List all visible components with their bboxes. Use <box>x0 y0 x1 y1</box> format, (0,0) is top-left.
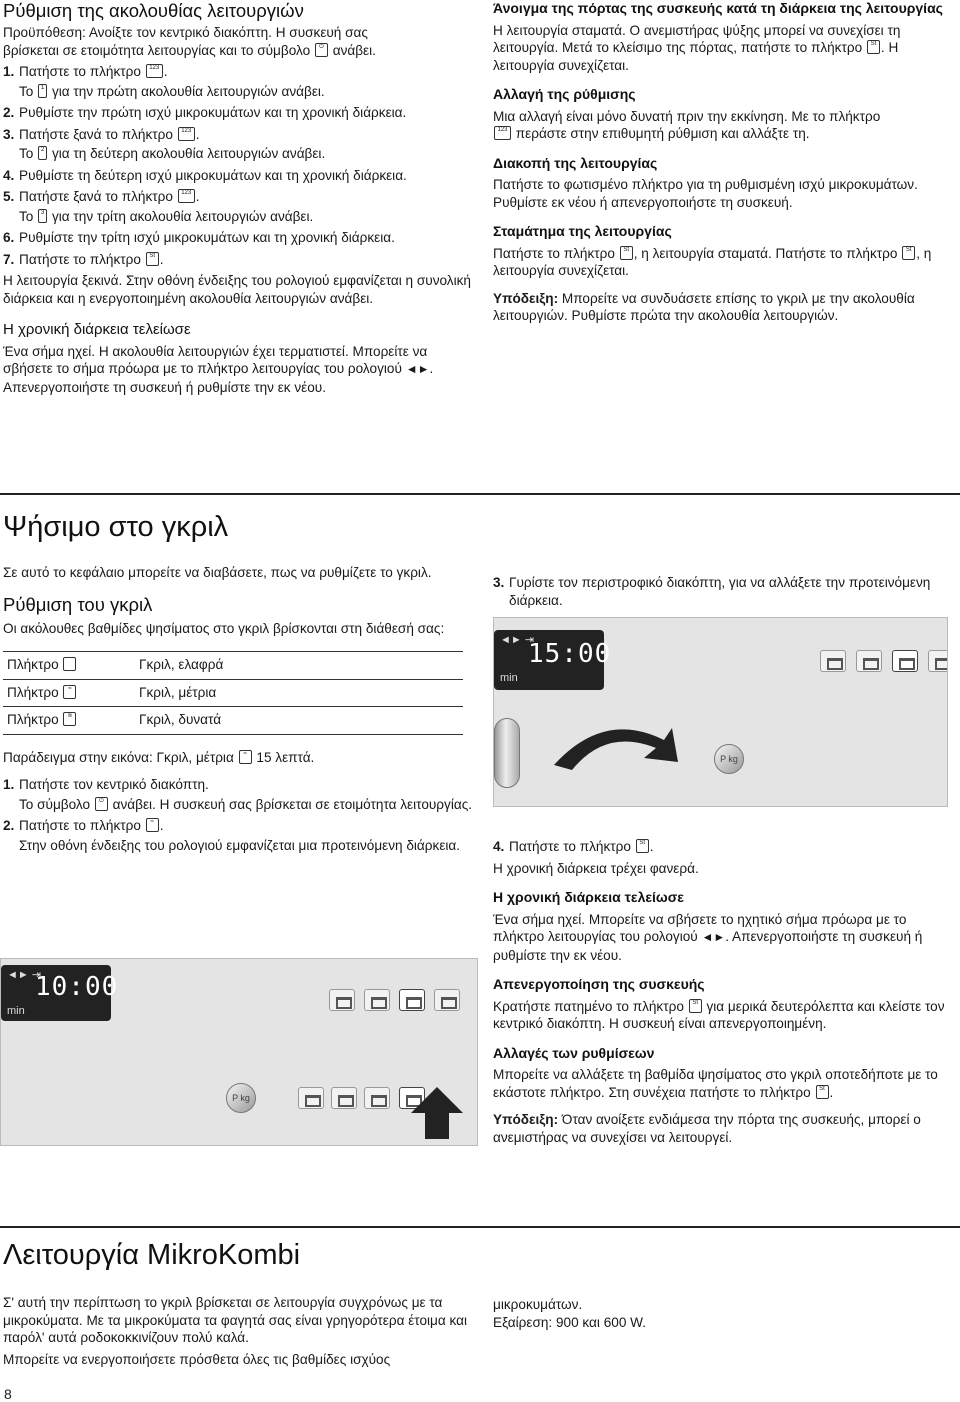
rotate-arrow-icon <box>544 710 684 770</box>
clock-arrows-icon: ◄► <box>701 930 726 944</box>
grill-levels-table <box>3 651 463 735</box>
grill-step-1: 1. Πατήστε τον κεντρικό διακόπτη. <box>3 777 209 792</box>
sequence-right-column: Άνοιγμα της πόρτας της συσκευής κατά τη διάρκεια της λειτουργίας Η λειτουργία σταματά. Ο ανεμιστήρας ψύξης μπορεί να συνεχίσει τη λειτουργία. Μετά το κλείσιμο της πόρτας, πατήστε το πλήκτρο St . Η λειτουργία συνεχίζεται. Αλλαγή της ρύθμισης Μια αλλαγή είναι μόνο δυνατή πριν την εκκίνηση. Με το πλήκτρο 123 περάστε στην επιθυμητή ρύθμιση και αλλάξτε τη. Διακοπή της λειτουργίας Πατήστε το φωτισμένο πλήκτρο για τη ρυθμισμένη ισχύ μικροκυμάτων. Ρυθμίστε εκ νέου ή απενεργοποιήστε τη συσκευή. Σταμάτημα της λειτουργίας Πατήστε το πλήκτρο St , η λειτουργία σταματά. Πατήστε το πλήκτρο St , η λειτουργία συνεχίζεται. Υπόδειξη: Μπορείτε να συνδυάσετε επίσης το γκριλ με την ακολουθία λειτουργιών. Ρυθμίστε πρώτα την ακολουθία λειτουργιών. <box>493 0 948 325</box>
section-divider <box>0 1226 960 1228</box>
sequence-section: Ρύθμιση της ακολουθίας λειτουργιών Προϋπόθεση: Ανοίξτε τον κεντρικό διακόπτη. Η συσκευή σας βρίσκεται σε ετοιμότητα λειτουργίας και το σύμβολο ⏻ ανάβει. 1. Πατήστε το πλήκτρο 123 . Το 1 για την πρώτη ακολουθία λειτουργιών ανάβει. 2. Ρυθμίστε την πρώτη ισχύ μικροκυμάτων και τη χρονική διάρκεια. 3. Πατήστε ξανά το πλήκτρο 123 . Το 2 για τη δεύτερη ακολουθία λειτουργιών ανάβει. 4. Ρυθμίστε τη δεύτερη ισχύ μικροκυμάτων και τη χρονική διάρκεια. 5. Πατήστε ξανά το πλήκτρο 123 . Το 3 για την τρίτη ακολουθία λειτουργιών ανάβει. 6. Ρυθμίστε την τρίτη ισχύ μικροκυμάτων και τη χρονική διάρκεια. 7. Πατήστε το πλήκτρο St . Η λειτουργία ξεκινά. Στην οθόνη ένδειξης του ρολογιού εμφανίζεται η συνολική διάρκεια και η ενεργοποιημένη ακολουθία λειτουργιών ανάβει. Η χρονική διάρκεια τελείωσε Ένα σήμα ηχεί. Η ακολουθία λειτουργιών έχει τερματιστεί. Μπορείτε να σβήσετε το σήμα πρόωρα με το πλήκτρο λειτουργίας του ρολογιού ◄►. Απενεργοποιήστε τη συσκευή ή ρυθμίστε την εκ νέου. <box>3 0 473 396</box>
grill-strong-key[interactable] <box>928 650 948 672</box>
grill-step-3: 3. Γυρίστε τον περιστροφικό διακόπτη, για να αλλάξετε την προτεινόμενη διάρκεια. <box>493 575 931 608</box>
step-1: 1. Πατήστε το πλήκτρο 123 . <box>3 64 168 79</box>
rotary-knob[interactable] <box>494 718 520 788</box>
grill-subtitle: Ρύθμιση του γκριλ <box>3 593 153 615</box>
section-divider <box>0 493 960 495</box>
sequence-1-icon: 1 <box>38 84 47 98</box>
mikrokombi-title: Λειτουργία MikroKombi <box>3 1239 301 1271</box>
page-number: 8 <box>4 1386 12 1402</box>
grill-light-key[interactable] <box>856 650 882 672</box>
sequence-2-icon: 2 <box>38 146 47 160</box>
grill-title: Ψήσιμο στο γκριλ <box>3 511 229 543</box>
sequence-3-icon: 3 <box>38 209 47 223</box>
grill-medium-key[interactable] <box>892 650 918 672</box>
off-title: Απενεργοποίηση της συσκευής <box>493 976 705 992</box>
grill-medium-key[interactable] <box>399 989 425 1011</box>
changes-title: Αλλαγές των ρυθμίσεων <box>493 1044 655 1061</box>
clock-icon: ◄► ⇥ <box>7 969 42 981</box>
start-stop-icon: St <box>620 246 633 260</box>
end-title: Η χρονική διάρκεια τελείωσε <box>3 321 191 338</box>
start-stop-icon: St <box>146 252 159 266</box>
mikrokombi-section: Λειτουργία MikroKombi Σ' αυτή την περίπτωση το γκριλ βρίσκεται σε λειτουργία συγχρόνως με τα μικροκύματα. Με τα μικροκύματα τα φαγητά σας είναι γρηγορότερα έτοιμα και παρόλ' αυτά ροδοκοκκινίζουν πολύ καλά. Μπορείτε να ενεργοποιήσετε πρόσθετα όλες τις βαθμίδες ισχύος <box>3 1238 473 1368</box>
power-icon: ⏻ <box>315 43 328 57</box>
power-icon: ⏻ <box>95 797 108 811</box>
clock-arrows-icon: ◄► <box>405 362 430 376</box>
grill-medium-icon: ≈ <box>63 685 76 699</box>
clock-display: ◄► ⇥ min 10:00 <box>1 965 111 1021</box>
section-title: Ρύθμιση της ακολουθίας λειτουργιών <box>3 0 304 21</box>
step-2: 2. Ρυθμίστε την πρώτη ισχύ μικροκυμάτων και τη χρονική διάρκεια. <box>3 105 407 120</box>
step-7: 7. Πατήστε το πλήκτρο St . <box>3 251 164 267</box>
table-row: Πλήκτρο ≋ Γκριλ, δυνατά <box>3 707 463 735</box>
door-title: Άνοιγμα της πόρτας της συσκευής κατά τη διάρκεια της λειτουργίας <box>493 0 943 16</box>
p-kg-button[interactable]: P kg <box>714 744 744 774</box>
tip-label: Υπόδειξη: <box>493 1112 559 1127</box>
table-row: Πλήκτρο ▔ Γκριλ, ελαφρά <box>3 652 463 680</box>
grill-medium-icon: ≈ <box>146 818 159 832</box>
grill-strong-icon: ≋ <box>63 712 76 726</box>
p-kg-button[interactable]: P kg <box>226 1083 256 1113</box>
tip-label: Υπόδειξη: <box>493 290 559 306</box>
cancel-title: Διακοπή της λειτουργίας <box>493 154 658 171</box>
grill-section: Ψήσιμο στο γκριλ Σε αυτό το κεφάλαιο μπορείτε να διαβάσετε, πως να ρυθμίζετε το γκριλ. Ρύθμιση του γκριλ Οι ακόλουθες βαθμίδες ψησίματος στο γκριλ βρίσκονται στη διάθεσή σας: Πλήκτρο ▔ Γκριλ, ελαφρά Πλήκτρο ≈ Γκριλ, μέτρια Πλήκτρο ≋ Γκριλ, δυνατά Παράδειγμα στην εικόνα: Γκριλ, μέτρια ≈ 15 λεπτά. 1. Πατήστε τον κεντρικό διακόπτη. Το σύμβολο ⏻ ανάβει. Η συσκευή σας βρίσκεται σε ετοιμότητα λειτουργίας. 2. Πατήστε το πλήκτρο ≈ . Στην οθόνη ένδειξης του ρολογιού εμφανίζεται μια προτεινόμενη διάρκεια. <box>3 511 473 853</box>
step-6: 6. Ρυθμίστε την τρίτη ισχύ μικροκυμάτων και τη χρονική διάρκεια. <box>3 230 395 245</box>
key-button[interactable] <box>364 1087 390 1109</box>
microwave-key[interactable] <box>820 650 846 672</box>
sequence-key-icon: 123 <box>146 64 163 78</box>
microwave-key[interactable] <box>329 989 355 1011</box>
sequence-key-icon: 123 <box>178 127 195 141</box>
start-stop-icon: St <box>816 1085 829 1099</box>
table-row: Πλήκτρο ≈ Γκριλ, μέτρια <box>3 679 463 707</box>
sequence-key-icon: 123 <box>178 189 195 203</box>
grill-light-key[interactable] <box>364 989 390 1011</box>
key-button[interactable] <box>331 1087 357 1109</box>
step-5: 5. Πατήστε ξανά το πλήκτρο 123 . <box>3 189 200 204</box>
change-title: Αλλαγή της ρύθμισης <box>493 86 636 102</box>
grill-right-column-lower: 4. Πατήστε το πλήκτρο St . Η χρονική διάρκεια τρέχει φανερά. Η χρονική διάρκεια τελείωσε Ένα σήμα ηχεί. Μπορείτε να σβήσετε το ηχητικό σήμα πρόωρα με το πλήκτρο λειτουργίας του ρολογιού ◄►. Απενεργοποιήστε τη συσκευή ή ρυθμίστε την εκ νέου. Απενεργοποίηση της συσκευής Κρατήστε πατημένο το πλήκτρο St για μερικά δευτερόλεπτα και κλείστε τον κεντρικό διακόπτη. Η συσκευή είναι απενεργοποιημένη. Αλλαγές των ρυθμίσεων Μπορείτε να αλλάξετε τη βαθμίδα ψησίματος στο γκριλ οποτεδήποτε με το εκάστοτε πλήκτρο. Στη συνέχεια πατήστε το πλήκτρο St . Υπόδειξη: Όταν ανοίξετε ενδιάμεσα την πόρτα της συσκευής, μπορεί ο ανεμιστήρας να συνεχίσει να λειτουργεί. <box>493 834 948 1146</box>
step-3: 3. Πατήστε ξανά το πλήκτρο 123 . <box>3 126 200 142</box>
start-stop-icon: St <box>636 839 649 853</box>
press-arrow-icon <box>411 1087 463 1139</box>
grill-right-column <box>493 570 948 609</box>
sequence-key-icon: 123 <box>494 126 511 140</box>
grill-medium-icon: ≈ <box>239 750 252 764</box>
start-stop-icon: St <box>902 246 915 260</box>
clock-display: ◄► ⇥ min 15:00 <box>494 630 604 690</box>
control-panel-illustration <box>0 958 478 1146</box>
clock-icon: ◄► ⇥ <box>500 634 535 646</box>
grill-step-4: 4. Πατήστε το πλήκτρο St . <box>493 839 654 854</box>
step-4: 4. Ρυθμίστε τη δεύτερη ισχύ μικροκυμάτων και τη χρονική διάρκεια. <box>3 167 407 183</box>
grill-end-title: Η χρονική διάρκεια τελείωσε <box>493 889 684 905</box>
grill-strong-key[interactable] <box>434 989 460 1011</box>
grill-light-icon: ▔ <box>63 657 76 671</box>
stop-title: Σταμάτημα της λειτουργίας <box>493 223 672 239</box>
mikrokombi-right: μικροκυμάτων. Εξαίρεση: 900 και 600 W. <box>493 1297 647 1330</box>
grill-step-2: 2. Πατήστε το πλήκτρο ≈ . <box>3 818 164 833</box>
control-panel-illustration <box>493 617 948 807</box>
start-stop-icon: St <box>689 999 702 1013</box>
start-stop-icon: St <box>867 40 880 54</box>
key-button[interactable] <box>298 1087 324 1109</box>
